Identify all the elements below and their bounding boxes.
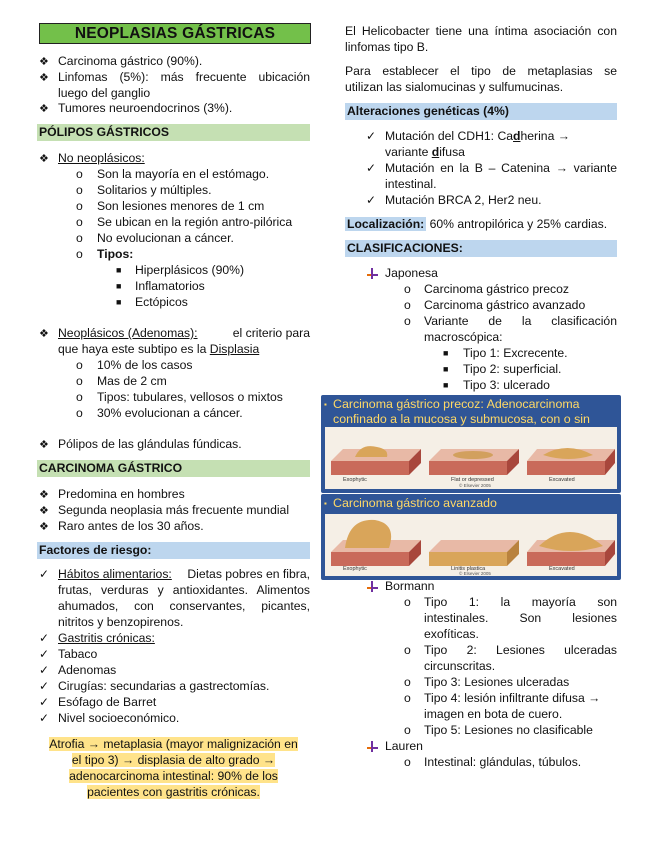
list-item: Esófago de Barret	[58, 695, 157, 709]
list-item-cont: exofíticas.	[424, 627, 479, 641]
list-item: Tipos: tubulares, vellosos o mixtos	[97, 390, 283, 404]
illustration-panel	[325, 514, 617, 576]
list-item: Se ubican en la región antro-pilórica	[97, 215, 293, 229]
circle-bullet-icon: o	[404, 314, 411, 328]
circle-bullet-icon: o	[76, 374, 83, 388]
square-bullet-icon: ■	[443, 348, 449, 358]
circle-bullet-icon: o	[76, 199, 83, 213]
emphasis-letter: d	[431, 145, 440, 159]
check-icon: ✓	[39, 679, 50, 693]
circle-bullet-icon: o	[76, 231, 83, 245]
list-item-cont: circunscritas.	[424, 659, 496, 673]
square-bullet-icon: ■	[116, 297, 122, 307]
list-item: Tipo 2: Lesiones ulceradas	[424, 643, 617, 657]
neoplasicos-line	[58, 326, 310, 342]
bullet-icon: ▪	[324, 400, 327, 409]
list-item: No evolucionan a cáncer.	[97, 231, 234, 245]
list-item-cont: intestinales. Son lesiones	[424, 611, 617, 625]
image-carcinoma-precoz	[321, 395, 621, 493]
diamond-bullet-icon: ❖	[39, 153, 49, 165]
list-item: Tipo 4: lesión infiltrante difusa →	[424, 691, 601, 705]
classification-bormann: Bormann	[385, 579, 435, 593]
localizacion-label: Localización:	[347, 217, 425, 231]
list-item: 30% evolucionan a cáncer.	[97, 406, 243, 420]
list-item-cont: luego del ganglio	[58, 86, 151, 100]
highlight-line: adenocarcinoma intestinal: 90% de los	[69, 769, 278, 783]
highlight-line: el tipo 3) → displasia de alto grado →	[71, 753, 276, 767]
neoplasicos-line2	[58, 342, 259, 358]
list-item: Pólipos de las glándulas fúndicas.	[58, 437, 242, 451]
check-icon: ✓	[39, 647, 50, 661]
diamond-bullet-icon: ❖	[39, 505, 49, 517]
paragraph-line: El Helicobacter tiene una íntima asociación con	[345, 24, 617, 38]
list-item: Tipo 3: Lesiones ulceradas	[424, 675, 570, 689]
check-icon: ✓	[39, 695, 50, 709]
list-item: Nivel socioeconómico.	[58, 711, 180, 725]
circle-bullet-icon: o	[76, 358, 83, 372]
figure-label: Exophytic	[343, 477, 367, 483]
circle-bullet-icon: o	[404, 691, 411, 705]
text-span: ifusa	[439, 145, 465, 159]
text-span: Mutación del CDH1: Ca	[385, 129, 514, 143]
circle-bullet-icon: o	[404, 643, 411, 657]
list-item: Predomina en hombres	[58, 487, 185, 501]
image-caption	[333, 397, 590, 427]
list-item: Tipo 2: superficial.	[463, 362, 562, 376]
text-span: Dietas pobres en fibra,	[187, 567, 310, 581]
list-item-cont: macroscópica:	[424, 330, 503, 344]
section-heading-alteraciones: Alteraciones genéticas (4%)	[345, 103, 617, 120]
diamond-bullet-icon: ❖	[39, 103, 49, 115]
diamond-bullet-icon: ❖	[39, 72, 49, 84]
image-caption: Carcinoma gástrico avanzado	[333, 496, 497, 510]
check-icon: ✓	[39, 711, 50, 725]
circle-bullet-icon: o	[76, 247, 83, 261]
section-heading-polipos: PÓLIPOS GÁSTRICOS	[37, 124, 310, 141]
mutation-line	[385, 129, 617, 145]
subheading-no-neoplasicos: No neoplásicos:	[58, 151, 145, 165]
habitos-cont: nitritos y benzopirenos.	[58, 615, 184, 629]
classification-japonesa: Japonesa	[385, 266, 438, 280]
check-icon: ✓	[366, 161, 377, 175]
paragraph-line: utilizan las sialomucinas y sulfumucinas.	[345, 80, 564, 94]
illustration-panel	[325, 427, 617, 489]
habitos-label: Hábitos alimentarios:	[58, 567, 172, 581]
caption-line: Carcinoma gástrico precoz: Adenocarcinoma	[333, 397, 580, 411]
list-item: Hiperplásicos (90%)	[135, 263, 245, 277]
image-carcinoma-avanzado	[321, 494, 621, 580]
circle-bullet-icon: o	[404, 723, 411, 737]
list-item: Mas de 2 cm	[97, 374, 167, 388]
check-icon: ✓	[39, 567, 50, 581]
arrow-bullet-icon	[367, 581, 378, 592]
list-item: Gastritis crónicas:	[58, 631, 155, 645]
square-bullet-icon: ■	[443, 364, 449, 374]
list-item: Son la mayoría en el estómago.	[97, 167, 270, 181]
list-item: Carcinoma gástrico precoz	[424, 282, 569, 296]
check-icon: ✓	[39, 631, 50, 645]
list-item: Son lesiones menores de 1 cm	[97, 199, 265, 213]
arrow-bullet-icon	[367, 268, 378, 279]
list-item: 10% de los casos	[97, 358, 193, 372]
list-item: Cirugías: secundarias a gastrectomías.	[58, 679, 270, 693]
habitos-line	[58, 567, 310, 583]
square-bullet-icon: ■	[443, 380, 449, 390]
highlight-line: pacientes con gastritis crónicas.	[87, 785, 260, 799]
text-span: variante	[385, 145, 432, 159]
figure-label: Exophytic	[343, 566, 367, 572]
diamond-bullet-icon: ❖	[39, 439, 49, 451]
displasia-term: Displasia	[209, 342, 260, 356]
list-item: Tipo 1: Excrecente.	[463, 346, 568, 360]
list-item: Tumores neuroendocrinos (3%).	[58, 101, 233, 115]
square-bullet-icon: ■	[116, 265, 122, 275]
mutation-line-cont: intestinal.	[385, 177, 437, 191]
emphasis-letter: d	[513, 129, 521, 143]
habitos-cont: frutas, verduras y antioxidantes. Alimentos	[58, 583, 310, 597]
list-item: Adenomas	[58, 663, 117, 677]
circle-bullet-icon: o	[76, 406, 83, 420]
figure-label: Flat or depressed	[451, 477, 494, 483]
diamond-bullet-icon: ❖	[39, 56, 49, 68]
list-item: Ectópicos	[135, 295, 188, 309]
circle-bullet-icon: o	[76, 215, 83, 229]
circle-bullet-icon: o	[404, 298, 411, 312]
bullet-icon: ▪	[324, 499, 327, 508]
check-icon: ✓	[366, 193, 377, 207]
mutation-line: Mutación BRCA 2, Her2 neu.	[385, 193, 542, 207]
circle-bullet-icon: o	[76, 167, 83, 181]
list-item: Inflamatorios	[135, 279, 205, 293]
list-item: Raro antes de los 30 años.	[58, 519, 204, 533]
mutation-line-cont	[385, 145, 465, 161]
habitos-cont: ahumados, con conservantes, picantes,	[58, 599, 310, 613]
paragraph-line: linfomas tipo B.	[345, 40, 429, 54]
section-heading-carcinoma: CARCINOMA GÁSTRICO	[37, 460, 310, 477]
text-span: que haya este subtipo es la	[58, 342, 210, 356]
tipos-label: Tipos:	[97, 247, 134, 261]
figure-label: Excavated	[549, 477, 575, 483]
list-item: Solitarios y múltiples.	[97, 183, 212, 197]
highlight-note	[37, 736, 310, 800]
classification-lauren: Lauren	[385, 739, 423, 753]
list-item: Variante de la clasificación	[424, 314, 617, 328]
highlight-line: Atrofia → metaplasia (mayor malignización en	[49, 737, 298, 751]
circle-bullet-icon: o	[76, 183, 83, 197]
diamond-bullet-icon: ❖	[39, 521, 49, 533]
list-item: Linfomas (5%): más frecuente ubicación	[58, 70, 310, 84]
arrow-bullet-icon	[367, 741, 378, 752]
diamond-bullet-icon: ❖	[39, 489, 49, 501]
check-icon: ✓	[366, 129, 377, 143]
list-item: Carcinoma gástrico (90%).	[58, 54, 203, 68]
list-item: Segunda neoplasia más frecuente mundial	[58, 503, 290, 517]
mutation-line: Mutación en la B – Catenina → variante	[385, 161, 617, 175]
figure-label: Linitis plastica	[451, 566, 486, 572]
text-span: 60% antropilórica y 25% cardias.	[426, 217, 608, 231]
circle-bullet-icon: o	[404, 595, 411, 609]
caption-line: confinado a la mucosa y submucosa, con o sin	[333, 412, 590, 426]
subheading-neoplasicos: Neoplásicos (Adenomas):	[58, 326, 198, 340]
list-item-cont: imagen en bota de cuero.	[424, 707, 563, 721]
localizacion-line	[345, 217, 607, 233]
list-item: Carcinoma gástrico avanzado	[424, 298, 586, 312]
text-span: herina →	[520, 129, 570, 143]
section-heading-clasificaciones: CLASIFICACIONES:	[345, 240, 617, 257]
list-item: Tipo 1: la mayoría son	[424, 595, 617, 609]
list-item: Tipo 5: Lesiones no clasificable	[424, 723, 593, 737]
circle-bullet-icon: o	[404, 675, 411, 689]
check-icon: ✓	[39, 663, 50, 677]
copyright-label: © Elsevier 2005	[459, 483, 491, 488]
list-item: Intestinal: glándulas, túbulos.	[424, 755, 582, 769]
paragraph-line: Para establecer el tipo de metaplasias se	[345, 64, 617, 78]
circle-bullet-icon: o	[76, 390, 83, 404]
page-title: NEOPLASIAS GÁSTRICAS	[39, 23, 311, 44]
list-item: Tabaco	[58, 647, 98, 661]
square-bullet-icon: ■	[116, 281, 122, 291]
circle-bullet-icon: o	[404, 755, 411, 769]
text-span	[385, 129, 570, 145]
diamond-bullet-icon: ❖	[39, 328, 49, 340]
neoplasicos-text: el criterio para	[232, 326, 310, 340]
section-heading-factores: Factores de riesgo:	[37, 542, 310, 559]
figure-label: Excavated	[549, 566, 575, 572]
list-item: Tipo 3: ulcerado	[463, 378, 550, 392]
copyright-label: © Elsevier 2005	[459, 571, 491, 576]
circle-bullet-icon: o	[404, 282, 411, 296]
